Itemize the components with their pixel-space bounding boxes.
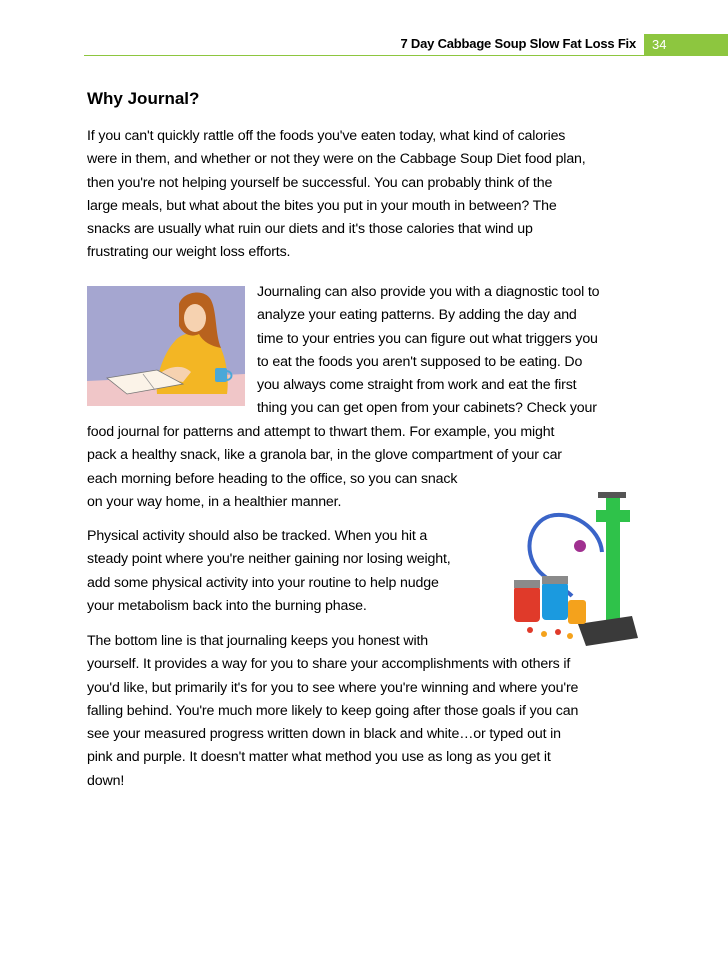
mug: [215, 368, 227, 382]
text-line: were in them, and whether or not they were on the Cabbage Soup Diet food plan,: [87, 151, 586, 168]
text-line: If you can't quickly rattle off the foods you've eaten today, what kind of calories: [87, 128, 566, 144]
text-line: down!: [87, 772, 125, 789]
text-line: each morning before heading to the office, so you can snack: [87, 470, 458, 487]
text-line: large meals, but what about the bites you put in your mouth in between? The: [87, 197, 557, 214]
text-line: add some physical activity into your routine to help nudge: [87, 574, 439, 591]
text-line: frustrating our weight loss efforts.: [87, 244, 291, 261]
text-line: to eat the foods you aren't supposed to be eating. Do: [257, 353, 583, 370]
text-line: time to your entries you can figure out what triggers you: [257, 330, 598, 347]
paragraph-4: [87, 630, 578, 793]
page-number: 34: [644, 34, 728, 56]
section-heading: Why Journal?: [87, 89, 200, 108]
scale-platform: [578, 616, 638, 646]
text-line: your metabolism back into the burning phase.: [87, 597, 367, 614]
text-line: Journaling can also provide you with a diagnostic tool to: [257, 284, 600, 300]
scale-stethoscope-vitamins-illustration: [510, 488, 642, 648]
text-line: pink and purple. It doesn't matter what method you use as long as you get it: [87, 749, 551, 766]
text-line: thing you can get open from your cabinets? Check your: [257, 400, 597, 417]
vitamin-bottle-blue: [542, 582, 568, 620]
text-line: food journal for patterns and attempt to thwart them. For example, you might: [87, 424, 555, 440]
vitamin-bottle-orange: [568, 600, 586, 624]
paragraph-2-wrapped: [257, 281, 599, 421]
text-line: pack a healthy snack, like a granola bar, in the glove compartment of your car: [87, 447, 562, 464]
header-title: 7 Day Cabbage Soup Slow Fat Loss Fix: [400, 36, 636, 51]
text-line: analyze your eating patterns. By adding the day and: [257, 307, 577, 324]
text-line: snacks are usually what ruin our diets and it's those calories that wind up: [87, 221, 533, 238]
text-line: then you're not helping yourself be successful. You can probably think of the: [87, 174, 553, 191]
scale-top: [598, 492, 626, 498]
page-header: [0, 34, 728, 56]
text-line: Physical activity should also be tracked. When you hit a: [87, 528, 428, 544]
text-line: on your way home, in a healthier manner.: [87, 493, 342, 510]
header-rule: [84, 55, 644, 56]
text-line: The bottom line is that journaling keeps you honest with: [87, 633, 428, 649]
paragraph-3: [87, 525, 451, 618]
face: [184, 304, 206, 332]
paragraph-1: [87, 125, 586, 265]
paragraph-2-full: [87, 421, 562, 514]
text-line: you'd like, but primarily it's for you to see where you're winning and where you're: [87, 679, 579, 696]
vitamin-bottle-red: [514, 586, 540, 622]
text-line: yourself. It provides a way for you to share your accomplishments with others if: [87, 656, 571, 673]
woman-writing-journal-illustration: [87, 286, 245, 406]
text-line: falling behind. You're much more likely to keep going after those goals if you can: [87, 702, 579, 719]
scale-arm: [596, 510, 630, 522]
stethoscope-chestpiece: [574, 540, 586, 552]
text-line: steady point where you're neither gaining nor losing weight,: [87, 551, 451, 568]
text-line: you always come straight from work and eat the first: [257, 377, 577, 394]
text-line: see your measured progress written down in black and white…or typed out in: [87, 726, 561, 743]
